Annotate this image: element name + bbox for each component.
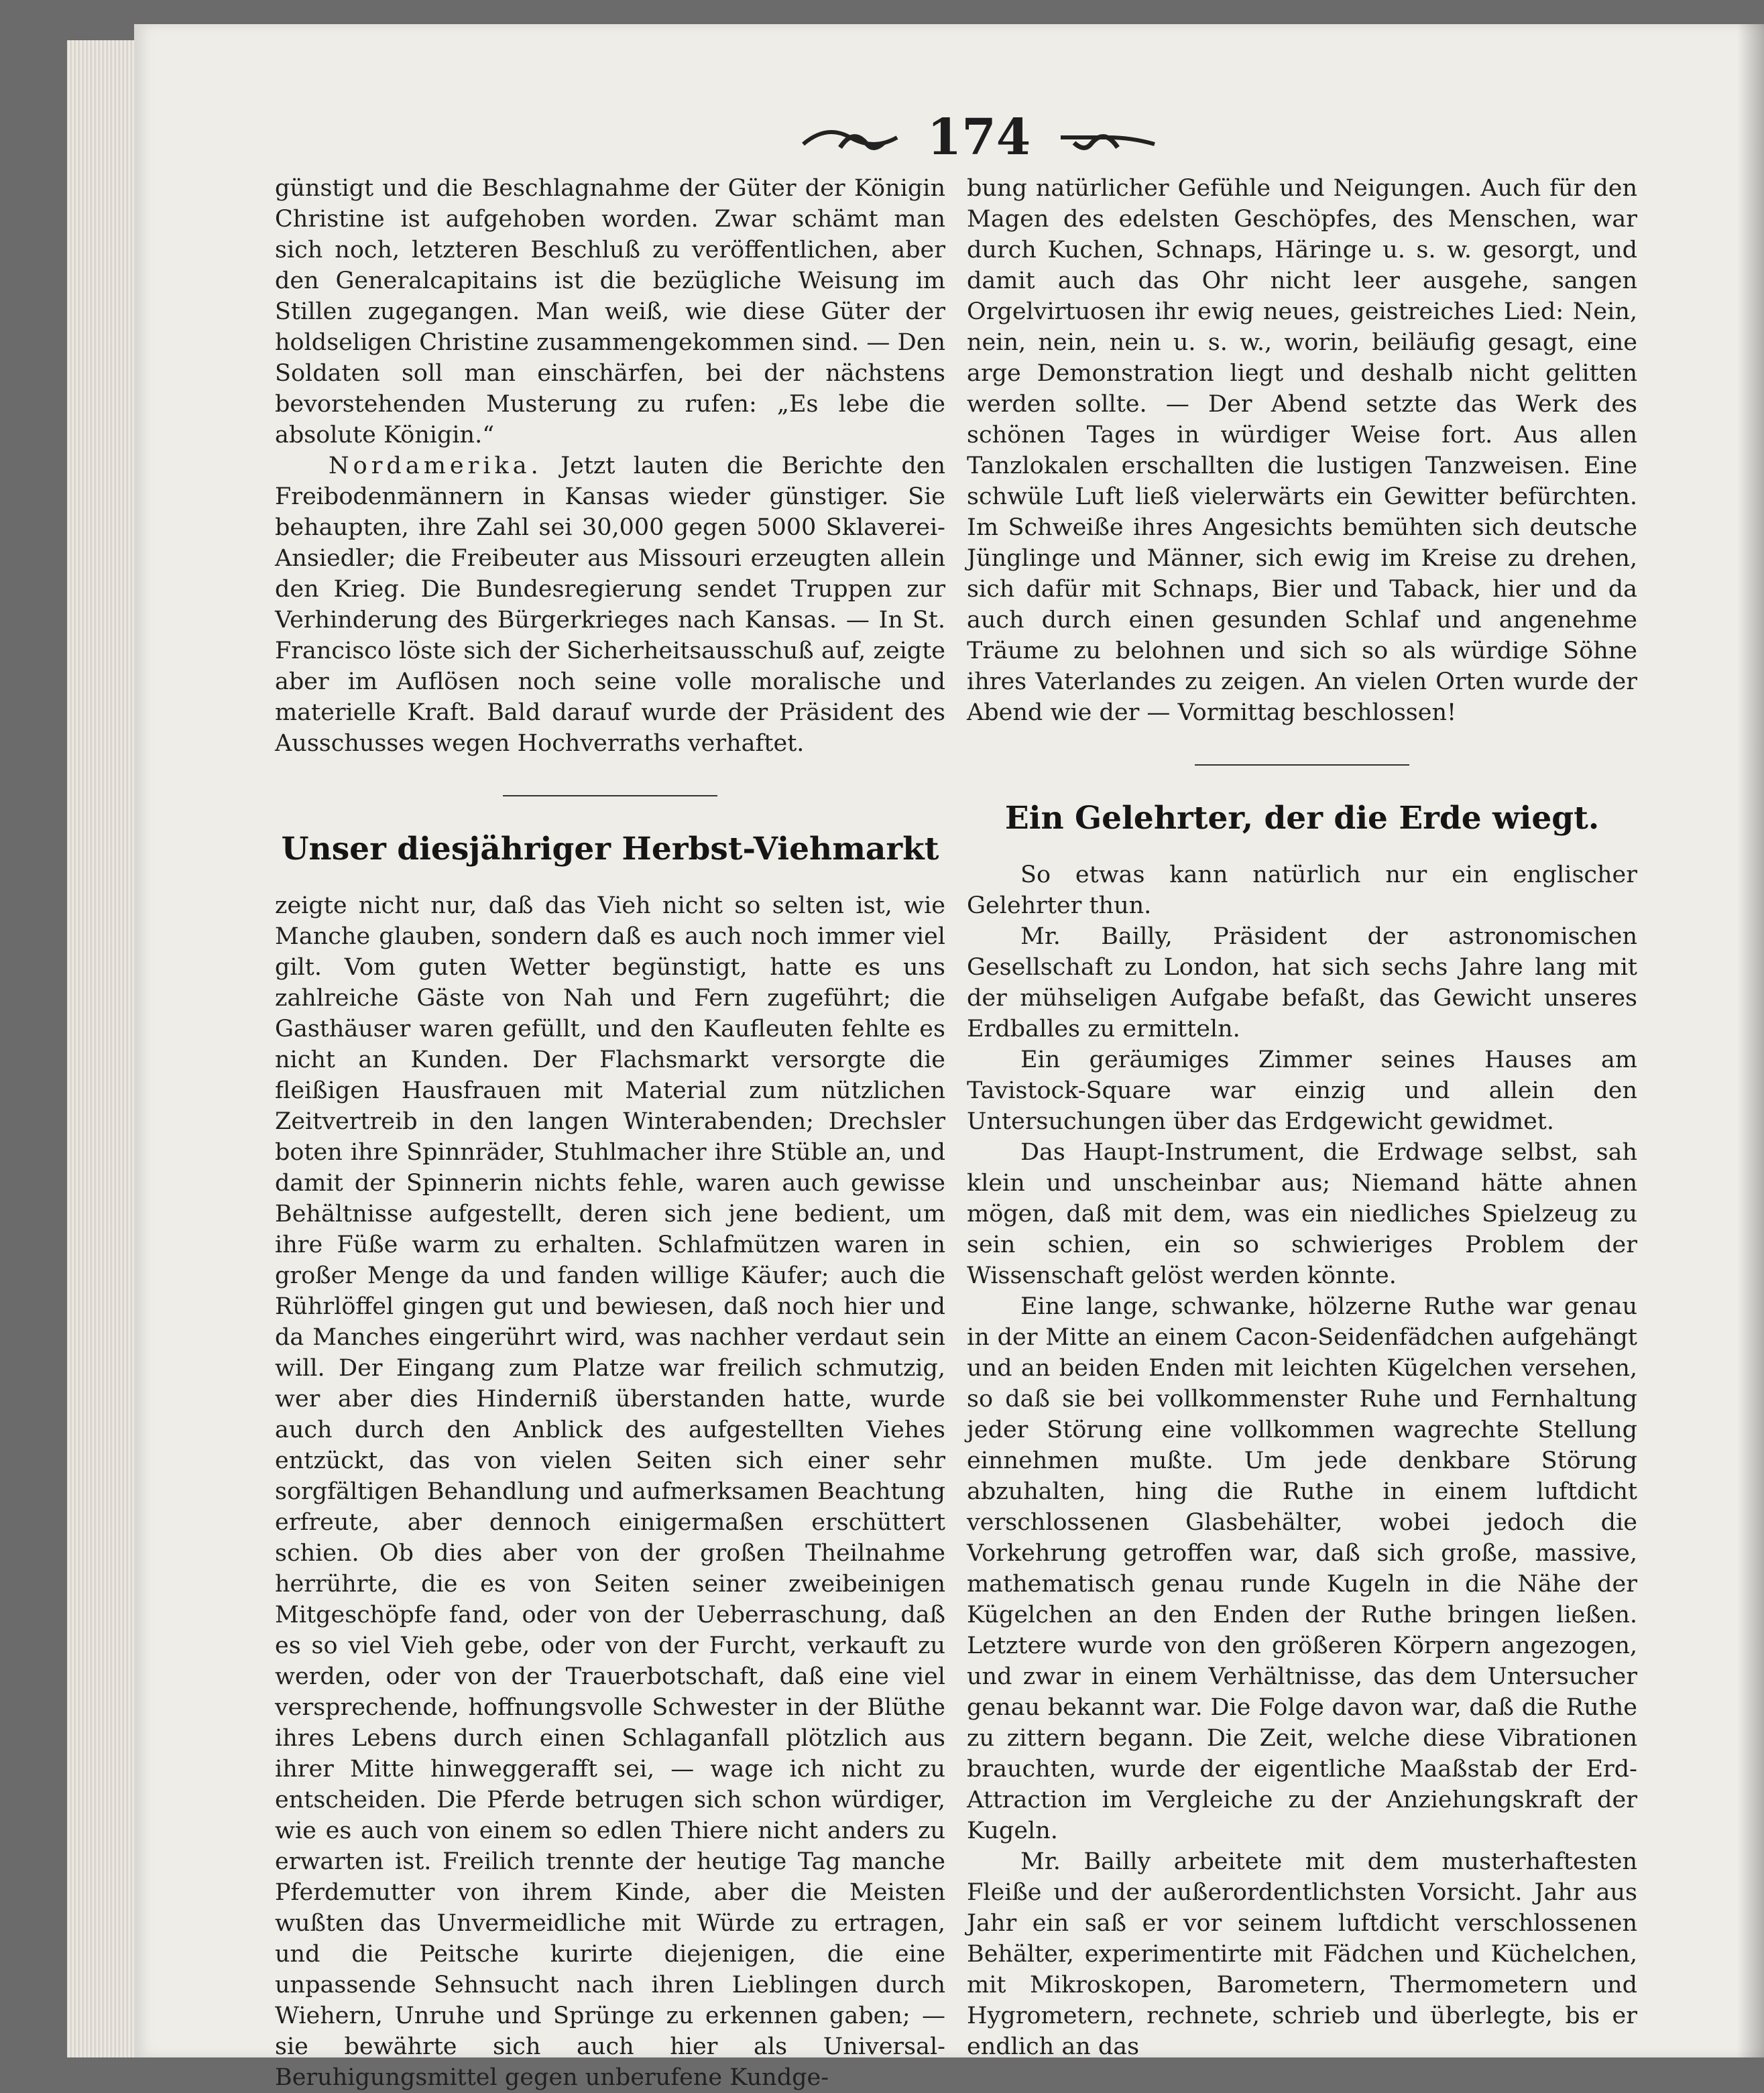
country-heading-nordamerika: Nordamerika.: [329, 453, 542, 479]
paragraph-room: Ein geräumiges Zimmer seines Hauses am Tavistock-Square war einzig und allein den Untersuchungen über das Erdgewicht gewidmet.: [967, 1046, 1637, 1135]
paragraph-diligence: Mr. Bailly arbeitete mit dem musterhaftesten Fleiße und der außerordentlichsten Vorsicht. Jahr aus Jahr ein saß er vor seinem luftdicht verschlossenen Behälter, experimentirte mit Fädchen und Küchelchen, mit Mikroskopen, Barometern, Thermometern und Hygrometern, rechnete, schrieb und überlegte, bis er endlich an das: [967, 1848, 1637, 2060]
paragraph-spain-continued: günstigt und die Beschlagnahme der Güter der Königin Christine ist aufgehoben worden. Zwar schämt man sich noch, letzteren Beschluß zu veröffentlichen, aber den Generalcapitains ist die bezügliche Weisung im Stillen zugegangen. Man weiß, wie diese Güter der holdseligen Christine zusammengekommen sind. — Den Soldaten soll man einschärfen, bei der nächstens bevorstehenden Musterung zu rufen: „Es lebe die absolute Königin.“: [275, 175, 945, 449]
right-flourish-icon: [1057, 117, 1158, 158]
paragraph-ruthe: Eine lange, schwanke, hölzerne Ruthe war genau in der Mitte an einem Cacon-Seidenfädchen aufgehängt und an beiden Enden mit leichten Kügelchen versehen, so daß sie bei vollkommenster Ruhe und Fernhaltung jeder Störung eine vollkommen wagrechte Stellung einnehmen mußte. Um jede denkbare Störung abzuhalten, hing die Ruthe in einem luftdicht verschlossenen Glasbehälter, wobei jedoch die Vorkehrung getroffen war, daß sich große, massive, mathematisch genau runde Kugeln in die Nähe der Kügelchen an den Enden der Ruthe bringen ließen. Letztere wurde von den größeren Körpern angezogen, und zwar in einem Verhältnisse, das dem Untersucher genau bekannt war. Die Folge davon war, daß die Ruthe zu zittern begann. Die Zeit, welche diese Vibrationen brauchten, wurde der eigentliche Maaßstab der Erd-Attraction im Vergleiche zu der Anziehungskraft der Kugeln.: [967, 1293, 1637, 1844]
paragraph-viehmarkt: zeigte nicht nur, daß das Vieh nicht so selten ist, wie Manche glauben, sondern daß es auch noch immer viel gilt. Vom guten Wetter begünstigt, hatte es uns zahlreiche Gäste von Nah und Fern zugeführt; die Gasthäuser waren gefüllt, und den Kaufleuten fehlte es nicht an Kunden. Der Flachsmarkt versorgte die fleißigen Hausfrauen mit Material zum nützlichen Zeitvertreib in den langen Winterabenden; Drechsler boten ihre Spinnräder, Stuhlmacher ihre Stüble an, und damit der Spinnerin nichts fehle, waren auch gewisse Behältnisse aufgestellt, deren sich jene bedient, um ihre Füße warm zu erhalten. Schlafmützen waren in großer Menge da und fanden willige Käufer; auch die Rührlöffel gingen gut und bewiesen, daß noch hier und da Manches eingerührt wird, was nachher verdaut sein will. Der Eingang zum Platze war freilich schmutzig, wer aber dies Hinderniß überstanden hatte, wurde auch durch den Anblick des aufgestellten Viehes entzückt, das von vielen Seiten sich einer sehr sorgfältigen Behandlung und aufmerksamen Beachtung erfreute, aber dennoch einigermaßen erschüttert schien. Ob dies aber von der großen Theilnahme herrührte, die es von Seiten seiner zweibeinigen Mitgeschöpfe fand, oder von der Ueberraschung, daß es so viel Vieh gebe, oder von der Furcht, verkauft zu werden, oder von der Trauerbotschaft, daß eine viel versprechende, hoffnungsvolle Schwester in der Blüthe ihres Lebens durch einen Schlaganfall plötzlich aus ihrer Mitte hinweggerafft sei, — wage ich nicht zu entscheiden. Die Pferde betrugen sich schon würdiger, wie es auch von einem so edlen Thiere nicht anders zu erwarten ist. Freilich trennte der heutige Tag manche Pferdemutter von ihrem Kinde, aber die Meisten wußten das Unvermeidliche mit Würde zu ertragen, und die Peitsche kurirte diejenigen, die eine unpassende Sehnsucht nach ihren Lieblingen durch Wiehern, Unruhe und Sprünge zu erkennen gaben; — sie bewährte sich auch hier als Universal-Beruhigungsmittel gegen unberufene Kundge-: [275, 892, 945, 2091]
page-number: 174: [927, 109, 1031, 166]
paragraph-north-america-text: Jetzt lauten die Berichte den Freibodenmännern in Kansas wieder günstiger. Sie behaupten, ihre Zahl sei 30,000 gegen 5000 Sklaverei-Ansiedler; die Freibeuter aus Missouri erzeugten allein den Krieg. Die Bundesregierung sendet Truppen zur Verhinderung des Bürgerkrieges nach Kansas. — In St. Francisco löste sich der Sicherheitsausschuß auf, zeigte aber im Auflösen noch seine volle moralische und materielle Kraft. Bald darauf wurde der Präsident des Ausschusses wegen Hochverraths verhaftet.: [275, 453, 945, 757]
right-column: [967, 173, 1637, 2062]
paragraph-bailly: Mr. Bailly, Präsident der astronomischen Gesellschaft zu London, hat sich sechs Jahre lang mit der mühseligen Aufgabe befaßt, das Gewicht unseres Erdballes zu ermitteln.: [967, 923, 1637, 1042]
section-divider: [503, 795, 717, 796]
paragraph-north-america: [275, 451, 945, 759]
left-flourish-icon: [800, 117, 900, 158]
section-divider: [1195, 764, 1409, 766]
left-column: [275, 173, 945, 2093]
paragraph-instrument: Das Haupt-Instrument, die Erdwage selbst, sah klein und unscheinbar aus; Niemand hätte ahnen mögen, daß mit dem, was ein niedliches Spielzeug zu sein schien, ein so schwieriges Problem der Wissenschaft gelöst werden könnte.: [967, 1139, 1637, 1289]
section-title-viehmarkt: Unser diesjähriger Herbst-Viehmarkt: [281, 831, 939, 868]
paragraph-viehmarkt-continued: bung natürlicher Gefühle und Neigungen. Auch für den Magen des edelsten Geschöpfes, des Menschen, war durch Kuchen, Schnaps, Häringe u. s. w. gesorgt, und damit auch das Ohr nicht leer ausgehe, sangen Orgelvirtuosen ihr ewig neues, geistreiches Lied: Nein, nein, nein, nein u. s. w., worin, beiläufig gesagt, eine arge Demonstration liegt und deshalb nicht gelitten werden sollte. — Der Abend setzte das Werk des schönen Tages in würdiger Weise fort. Aus allen Tanzlokalen erschallten die lustigen Tanzweisen. Eine schwüle Luft ließ vielerwärts ein Gewitter befürchten. Im Schweiße ihres Angesichts bemühten sich deutsche Jünglinge und Männer, sich ewig im Kreise zu drehen, sich dafür mit Schnaps, Bier und Taback, hier und da auch durch einen gesunden Schlaf und angenehme Träume zu belohnen und sich so als würdige Söhne ihres Vaterlandes zu zeigen. An vielen Orten wurde der Abend wie der — Vormittag beschlossen!: [967, 175, 1637, 726]
section-title-gelehrter: Ein Gelehrter, der die Erde wiegt.: [1004, 800, 1600, 837]
page-gutter-shadow: [1737, 24, 1764, 2057]
paragraph-intro: So etwas kann natürlich nur ein englischer Gelehrter thun.: [967, 861, 1637, 919]
page-header: [791, 101, 1167, 174]
